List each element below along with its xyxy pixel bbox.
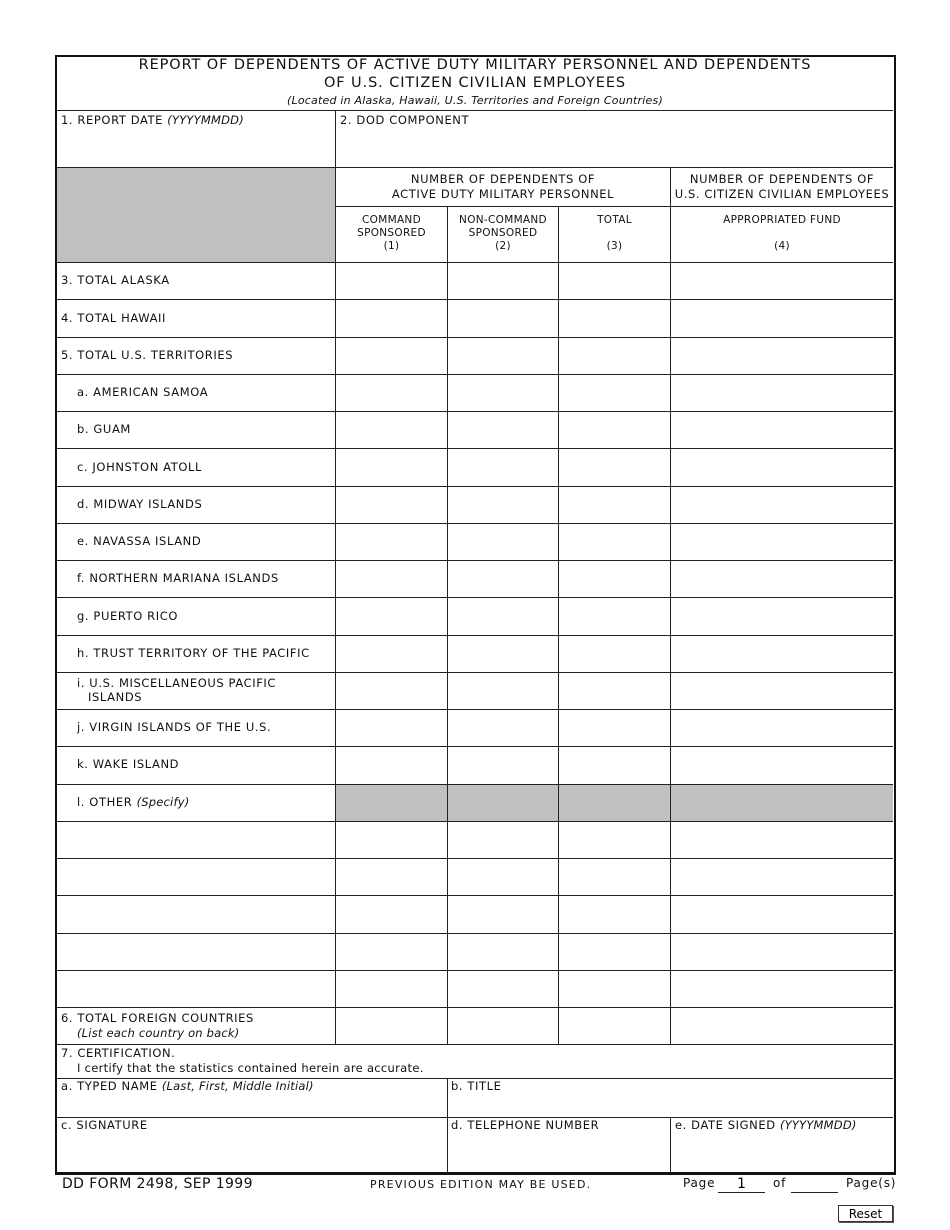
row-label-total-alaska: 3. TOTAL ALASKA [61,273,170,287]
count-input-appropriated-fund[interactable] [672,599,892,634]
count-input-command-sponsored[interactable] [337,637,446,671]
count-input-appropriated-fund[interactable] [672,1009,892,1043]
form-title-line1: REPORT OF DEPENDENTS OF ACTIVE DUTY MILITARY PERSONNEL AND DEPENDENTS [138,57,812,73]
count-input-non-command-sponsored[interactable] [449,376,557,410]
other-country-name-input[interactable] [60,823,332,857]
count-input-command-sponsored[interactable] [337,413,446,447]
count-input-total[interactable] [560,897,669,932]
count-input-non-command-sponsored[interactable] [449,748,557,783]
count-input-appropriated-fund[interactable] [672,376,892,410]
count-input-total[interactable] [560,562,669,596]
other-country-name-input[interactable] [60,897,332,932]
count-input-appropriated-fund[interactable] [672,674,892,708]
col1-header [336,214,447,253]
typed-name-input[interactable] [60,1094,444,1115]
dod-component-label: 2. DOD COMPONENT [340,113,470,127]
title-input[interactable] [450,1094,890,1115]
row-label-other [77,795,189,809]
other-country-name-input[interactable] [60,860,332,894]
form-title-line2: OF U.S. CITIZEN CIVILIAN EMPLOYEES [323,75,626,91]
typed-name-label-text: a. TYPED NAME [61,1079,158,1093]
shaded-other-row [336,785,893,821]
count-input-total[interactable] [560,376,669,410]
count-input-appropriated-fund[interactable] [672,897,892,932]
count-input-appropriated-fund[interactable] [672,860,892,894]
count-input-command-sponsored[interactable] [337,339,446,373]
count-input-command-sponsored[interactable] [337,711,446,745]
count-input-appropriated-fund[interactable] [672,301,892,336]
telephone-input[interactable] [450,1136,668,1166]
count-input-total[interactable] [560,413,669,447]
count-input-non-command-sponsored[interactable] [449,413,557,447]
count-input-command-sponsored[interactable] [337,972,446,1006]
military-header [336,172,670,202]
count-input-appropriated-fund[interactable] [672,339,892,373]
row-label-trust-territory: h. TRUST TERRITORY OF THE PACIFIC [77,646,310,660]
edition-note: PREVIOUS EDITION MAY BE USED. [370,1178,592,1191]
row-label-puerto-rico: g. PUERTO RICO [77,609,178,623]
count-input-command-sponsored[interactable] [337,935,446,969]
row-label-us-misc-pacific-line2: ISLANDS [88,690,143,704]
count-input-appropriated-fund[interactable] [672,264,892,298]
date-signed-label [675,1118,857,1132]
count-input-non-command-sponsored[interactable] [449,488,557,522]
count-input-total[interactable] [560,301,669,336]
row-label-other-text: l. OTHER [77,795,133,809]
row-label-total-us-territories: 5. TOTAL U.S. TERRITORIES [61,348,234,362]
title-label: b. TITLE [451,1079,502,1093]
form-number: DD FORM 2498, SEP 1999 [62,1176,253,1192]
signature-label: c. SIGNATURE [61,1118,148,1132]
col2-header-num: (2) [495,240,511,252]
count-input-non-command-sponsored[interactable] [449,562,557,596]
count-input-total[interactable] [560,637,669,671]
count-input-non-command-sponsored[interactable] [449,525,557,559]
count-input-command-sponsored[interactable] [337,264,446,298]
count-input-total[interactable] [560,264,669,298]
count-input-non-command-sponsored[interactable] [449,637,557,671]
telephone-label: d. TELEPHONE NUMBER [451,1118,600,1132]
count-input-total[interactable] [560,823,669,857]
count-input-total[interactable] [560,450,669,485]
row-label-wake-island: k. WAKE ISLAND [77,757,180,771]
count-input-total[interactable] [560,748,669,783]
page-label: Page [683,1176,716,1190]
col3-header-line1: TOTAL [597,214,632,226]
date-signed-hint: (YYYYMMDD) [779,1118,857,1132]
civilian-header-line1: NUMBER OF DEPENDENTS OF [689,172,875,186]
report-date-hint: (YYYYMMDD) [167,113,244,127]
count-input-command-sponsored[interactable] [337,301,446,336]
military-header-line2: ACTIVE DUTY MILITARY PERSONNEL [391,187,615,201]
row-label-northern-mariana-islands: f. NORTHERN MARIANA ISLANDS [77,571,279,585]
count-input-command-sponsored[interactable] [337,599,446,634]
count-input-non-command-sponsored[interactable] [449,897,557,932]
col4-header-num: (4) [774,240,790,252]
count-input-non-command-sponsored[interactable] [449,1009,557,1043]
row-label-total-foreign-line1: 6. TOTAL FOREIGN COUNTRIES [61,1011,254,1025]
col1-header-line1: COMMAND [362,214,421,226]
page-number-input[interactable] [718,1175,765,1193]
row-label-navassa-island: e. NAVASSA ISLAND [77,534,202,548]
civilian-header [671,172,893,202]
count-input-total[interactable] [560,1009,669,1043]
count-input-command-sponsored[interactable] [337,860,446,894]
signature-field[interactable] [58,1134,446,1170]
military-header-line1: NUMBER OF DEPENDENTS OF [410,172,596,186]
reset-button[interactable]: Reset [838,1205,893,1222]
count-input-total[interactable] [560,339,669,373]
row-label-johnston-atoll: c. JOHNSTON ATOLL [77,460,203,474]
count-input-non-command-sponsored[interactable] [449,264,557,298]
pages-label: Page(s) [846,1176,897,1190]
count-input-appropriated-fund[interactable] [672,562,892,596]
col3-header-num: (3) [606,240,623,252]
col2-header [448,214,558,253]
count-input-command-sponsored[interactable] [337,674,446,708]
dod-component-input[interactable] [339,134,890,164]
civilian-header-line2: U.S. CITIZEN CIVILIAN EMPLOYEES [674,187,890,201]
form-subtitle: (Located in Alaska, Hawaii, U.S. Territories and Foreign Countries) [287,94,663,107]
count-input-non-command-sponsored[interactable] [449,599,557,634]
row-label-other-hint: (Specify) [136,795,190,809]
report-date-input[interactable] [60,134,332,164]
count-input-non-command-sponsored[interactable] [449,301,557,336]
count-input-non-command-sponsored[interactable] [449,450,557,485]
certification-statement: I certify that the statistics contained herein are accurate. [77,1061,424,1075]
count-input-command-sponsored[interactable] [337,1009,446,1043]
count-input-command-sponsored[interactable] [337,823,446,857]
row-label-total-foreign [61,1011,254,1041]
col2-header-line1: NON-COMMAND [459,214,547,226]
count-input-appropriated-fund[interactable] [672,450,892,485]
row-label-midway-islands: d. MIDWAY ISLANDS [77,497,203,511]
count-input-non-command-sponsored[interactable] [449,972,557,1006]
count-input-command-sponsored[interactable] [337,748,446,783]
col4-header-line1: APPROPRIATED FUND [723,214,841,226]
date-signed-label-text: e. DATE SIGNED [675,1118,776,1132]
count-input-non-command-sponsored[interactable] [449,674,557,708]
count-input-non-command-sponsored[interactable] [449,935,557,969]
count-input-total[interactable] [560,525,669,559]
col3-header [559,214,670,253]
row-label-american-samoa: a. AMERICAN SAMOA [77,385,209,399]
count-input-command-sponsored[interactable] [337,525,446,559]
count-input-appropriated-fund[interactable] [672,525,892,559]
count-input-command-sponsored[interactable] [337,897,446,932]
count-input-appropriated-fund[interactable] [672,711,892,745]
page-total-input[interactable] [791,1175,838,1193]
count-input-appropriated-fund[interactable] [672,823,892,857]
col1-header-line2: SPONSORED [357,227,426,239]
count-input-command-sponsored[interactable] [337,450,446,485]
row-label-us-misc-pacific-line1: i. U.S. MISCELLANEOUS PACIFIC [77,676,277,690]
row-label-total-foreign-line2: (List each country on back) [77,1026,240,1040]
report-date-label [61,113,244,127]
certification-label: 7. CERTIFICATION. [61,1046,176,1060]
col4-header [671,214,893,253]
count-input-non-command-sponsored[interactable] [449,339,557,373]
row-label-guam: b. GUAM [77,422,131,436]
count-input-total[interactable] [560,488,669,522]
count-input-command-sponsored[interactable] [337,376,446,410]
other-country-name-input[interactable] [60,972,332,1006]
count-input-total[interactable] [560,860,669,894]
count-input-total[interactable] [560,599,669,634]
count-input-total[interactable] [560,972,669,1006]
count-input-appropriated-fund[interactable] [672,488,892,522]
count-input-total[interactable] [560,711,669,745]
typed-name-label [61,1079,314,1093]
date-signed-input[interactable] [673,1136,890,1166]
row-label-us-misc-pacific [77,676,276,704]
typed-name-hint: (Last, First, Middle Initial) [161,1079,314,1093]
count-input-appropriated-fund[interactable] [672,935,892,969]
row-label-total-hawaii: 4. TOTAL HAWAII [61,311,167,325]
count-input-appropriated-fund[interactable] [672,748,892,783]
count-input-non-command-sponsored[interactable] [449,823,557,857]
count-input-command-sponsored[interactable] [337,562,446,596]
count-input-total[interactable] [560,674,669,708]
col1-header-num: (1) [383,240,400,252]
count-input-appropriated-fund[interactable] [672,413,892,447]
shaded-header-block [57,168,335,262]
col2-header-line2: SPONSORED [468,227,538,239]
count-input-appropriated-fund[interactable] [672,972,892,1006]
count-input-non-command-sponsored[interactable] [449,860,557,894]
count-input-command-sponsored[interactable] [337,488,446,522]
report-date-label-text: 1. REPORT DATE [61,113,164,127]
row-label-virgin-islands: j. VIRGIN ISLANDS OF THE U.S. [77,720,272,734]
count-input-appropriated-fund[interactable] [672,637,892,671]
of-label: of [773,1176,787,1190]
other-country-name-input[interactable] [60,935,332,969]
count-input-non-command-sponsored[interactable] [449,711,557,745]
count-input-total[interactable] [560,935,669,969]
